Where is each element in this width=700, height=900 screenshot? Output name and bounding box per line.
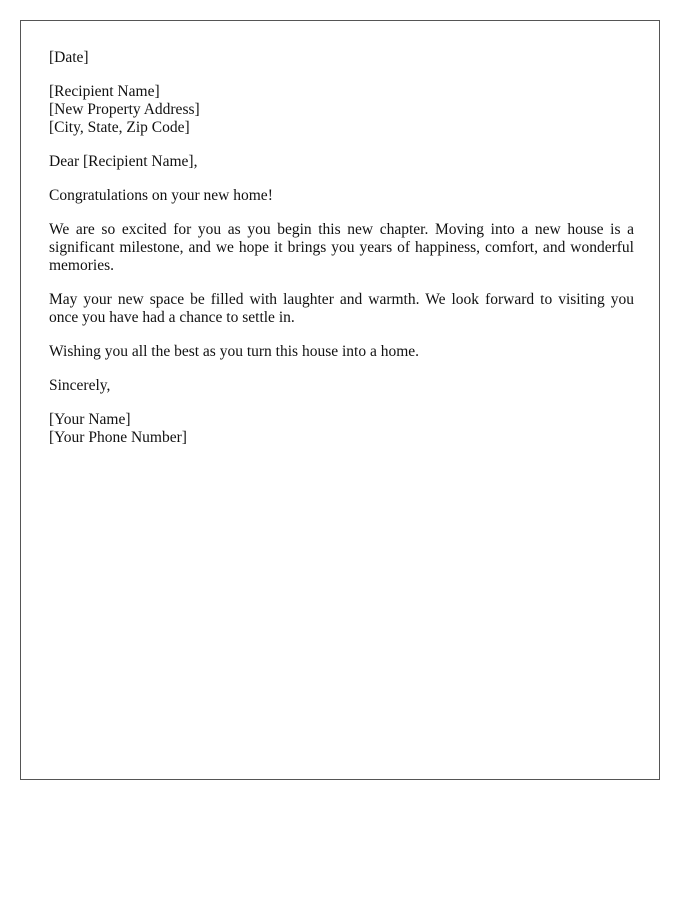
recipient-address: [New Property Address] <box>49 101 200 118</box>
date-block <box>49 49 634 67</box>
signature-block <box>49 411 634 447</box>
paragraph-excitement: We are so excited for you as you begin this new chapter. Moving into a new house is a significant milestone, and we hope it brings you years of happiness, comfort, and wonderful memories. <box>49 221 634 274</box>
paragraph-congratulations: Congratulations on your new home! <box>49 187 273 204</box>
salutation: Dear [Recipient Name], <box>49 153 198 170</box>
letter-body <box>49 49 634 463</box>
sender-phone: [Your Phone Number] <box>49 429 187 446</box>
letter-page <box>20 20 660 780</box>
sender-name: [Your Name] <box>49 411 131 428</box>
recipient-name: [Recipient Name] <box>49 83 160 100</box>
letter-date: [Date] <box>49 49 89 66</box>
recipient-address-block <box>49 83 634 137</box>
paragraph-wishes: Wishing you all the best as you turn this house into a home. <box>49 343 420 360</box>
paragraph-visit: May your new space be filled with laughter and warmth. We look forward to visiting you once you have had a chance to settle in. <box>49 291 634 326</box>
recipient-city-state-zip: [City, State, Zip Code] <box>49 119 190 136</box>
closing: Sincerely, <box>49 377 111 394</box>
